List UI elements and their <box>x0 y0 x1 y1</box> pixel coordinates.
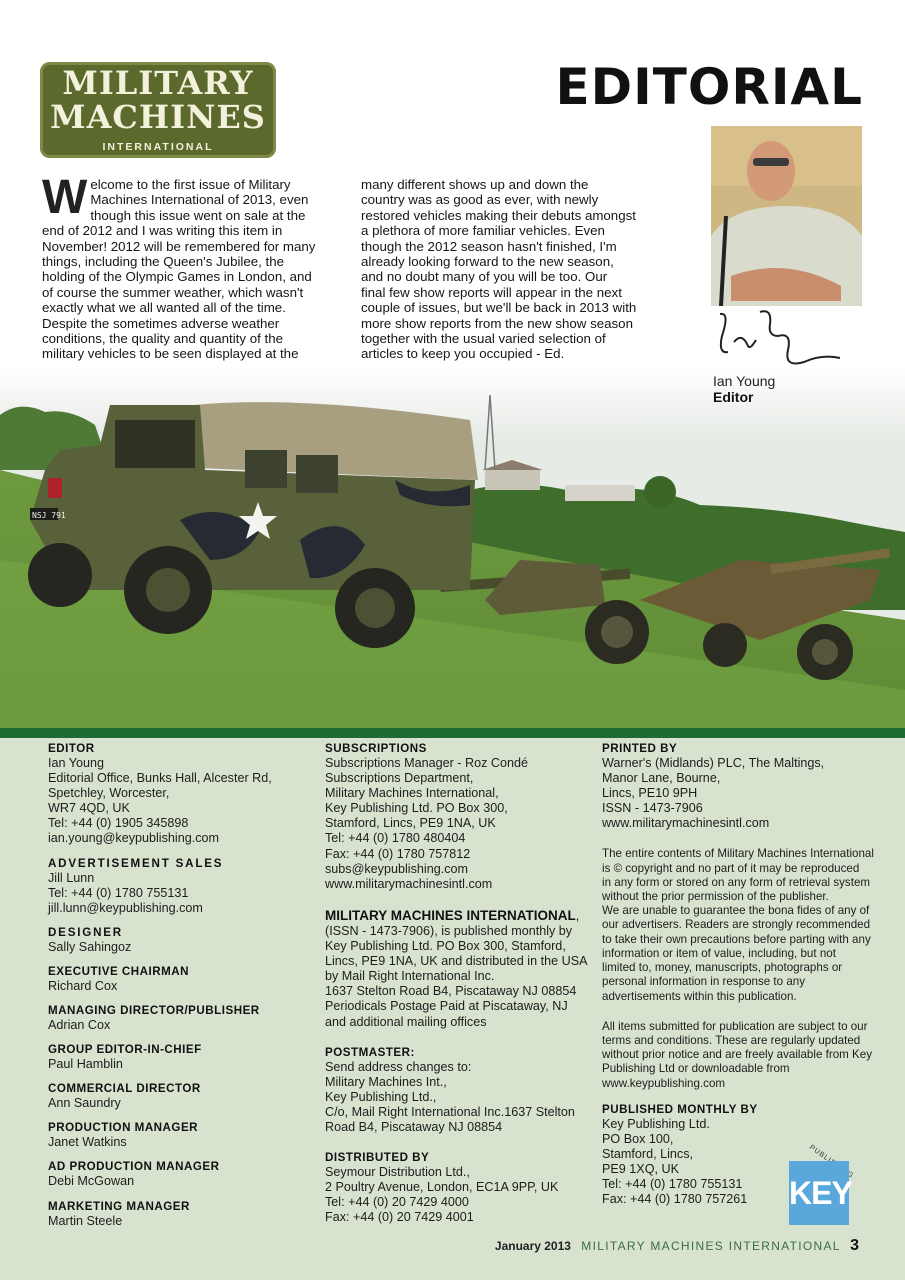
credit-line: Tel: +44 (0) 1905 345898 <box>48 816 189 831</box>
credit-line: by Mail Right International Inc. <box>325 969 495 984</box>
credits-column-1 <box>48 742 308 1239</box>
submissions-line: All items submitted for publication are subject to our <box>602 1019 868 1033</box>
credit-heading: PRINTED BY <box>602 742 678 755</box>
credit-line: Lincs, PE9 1NA, UK and distributed in the USA <box>325 954 588 969</box>
credit-line: Lincs, PE10 9PH <box>602 786 698 801</box>
copyright-line: We are unable to guarantee the bona fides of any of <box>602 904 870 918</box>
editor-portrait <box>711 126 862 306</box>
footer-date: January 2013 <box>494 1239 571 1253</box>
credit-line: Sally Sahingoz <box>48 939 132 954</box>
credit-line: Tel: +44 (0) 1780 755131 <box>602 1177 743 1192</box>
drop-cap: W <box>42 171 88 224</box>
editorial-line: many different shows up and down the <box>361 177 589 192</box>
credit-line: Fax: +44 (0) 1780 757261 <box>602 1192 748 1207</box>
credit-block-production-manager <box>48 1121 308 1150</box>
editorial-line: though the 2012 season hasn't finished, I'm <box>361 238 617 254</box>
credit-heading: ADVERTISEMENT SALES <box>48 856 224 870</box>
editorial-line: articles to keep you occupied - Ed. <box>361 346 565 362</box>
credit-line: Periodicals Postage Paid at Piscataway, NJ <box>325 999 568 1014</box>
page-title: EDITORIAL <box>555 58 863 116</box>
credit-line: Key Publishing Ltd. <box>602 1116 710 1131</box>
credit-line: Military Machines International, <box>325 786 499 801</box>
green-divider-band <box>0 728 905 738</box>
credit-line: Tel: +44 (0) 1780 755131 <box>48 885 189 900</box>
credit-line: Subscriptions Manager - Roz Condé <box>325 756 529 770</box>
credit-line: Martin Steele <box>48 1213 123 1228</box>
credit-block-group-editor <box>48 1043 308 1072</box>
subscriptions-website[interactable]: www.militarymachinesintl.com <box>325 876 493 891</box>
copyright-line: The entire contents of Military Machines International <box>602 847 874 861</box>
credit-line: Stamford, Lincs, PE9 1NA, UK <box>325 816 496 831</box>
credit-line: PE9 1XQ, UK <box>602 1162 679 1176</box>
credit-block-ad-production-manager <box>48 1160 308 1189</box>
credit-line: Debi McGowan <box>48 1174 135 1189</box>
copyright-line: our advertisers. Readers are strongly recommended <box>602 918 871 932</box>
editorial-line: of course the summer weather, which wasn't <box>42 284 304 300</box>
editorial-line: exactly what we all wanted all of the time. <box>42 300 286 316</box>
credit-heading: GROUP EDITOR-IN-CHIEF <box>48 1043 202 1057</box>
credit-block-designer <box>48 926 308 955</box>
editor-caption-role: Editor <box>713 389 754 405</box>
credit-line: Janet Watkins <box>48 1135 127 1150</box>
copyright-line: personal information in response to any <box>602 975 806 989</box>
credit-line: Ian Young <box>48 756 105 770</box>
editorial-line: things, including the Queen's Jubilee, the <box>42 254 285 270</box>
credit-heading: POSTMASTER: <box>325 1045 415 1059</box>
credit-block-subscriptions <box>325 742 585 892</box>
editorial-line: restored vehicles making their debuts amongst <box>361 207 636 223</box>
credit-block-advertisement-sales <box>48 857 308 916</box>
credit-line: Editorial Office, Bunks Hall, Alcester Rd, <box>48 771 272 786</box>
credit-heading: MANAGING DIRECTOR/PUBLISHER <box>48 1004 260 1018</box>
credit-block-commercial-director <box>48 1082 308 1111</box>
credit-block-postmaster <box>325 1046 585 1135</box>
logo-line-2: MACHINES <box>50 98 266 136</box>
credit-block-marketing-manager <box>48 1200 308 1229</box>
copyright-line: in any form or stored on any form of retrieval system <box>602 875 871 889</box>
editorial-line: elcome to the first issue of Military <box>90 177 291 192</box>
editorial-column-2 <box>361 177 666 362</box>
publication-title-comma: , <box>575 908 580 923</box>
credit-line: Richard Cox <box>48 978 118 993</box>
logo-line-1: MILITARY <box>62 64 254 102</box>
credit-line: PO Box 100, <box>602 1131 674 1146</box>
credit-line: Jill Lunn <box>48 870 95 885</box>
copyright-line: is © copyright and no part of it may be reproduced <box>602 861 860 875</box>
copyright-line: limited to, money, manuscripts, photographs or <box>602 961 843 975</box>
credit-line: ISSN - 1473-7906 <box>602 801 703 816</box>
credit-line: Ann Saundry <box>48 1096 121 1111</box>
copyright-line: to take their own precautions before parting with any <box>602 932 871 946</box>
credit-line: Send address changes to: <box>325 1059 472 1074</box>
editorial-line: Despite the sometimes adverse weather <box>42 315 280 331</box>
credit-heading: MARKETING MANAGER <box>48 1199 190 1213</box>
credit-heading: EXECUTIVE CHAIRMAN <box>48 964 190 978</box>
key-publishing-logo: KEY <box>789 1161 849 1225</box>
credit-line: and additional mailing offices <box>325 1014 487 1029</box>
editorial-line: country was as good as ever, with newly <box>361 192 599 208</box>
credit-block-managing-director <box>48 1004 308 1033</box>
editorial-column-1 <box>42 171 342 362</box>
magazine-logo <box>40 62 276 158</box>
page-footer <box>495 1237 859 1255</box>
page-number: 3 <box>850 1237 859 1254</box>
credit-line: Adrian Cox <box>48 1018 111 1033</box>
editorial-line: already looking forward to the new season, <box>361 254 614 270</box>
editorial-line: November! 2012 will be remembered for many <box>42 238 316 254</box>
copyright-line: information or item of value, including, but not <box>602 946 836 960</box>
submissions-line: Publishing Ltd or downloadable from <box>602 1062 790 1076</box>
credit-line: (ISSN - 1473-7906), is published monthly by <box>325 923 573 938</box>
submissions-line: without prior notice and are freely available from Key <box>602 1048 873 1062</box>
credit-block-printed-by <box>602 742 864 831</box>
credit-block-publication-statement <box>325 907 588 1030</box>
credit-line: Subscriptions Department, <box>325 771 474 786</box>
credit-line: 2 Poultry Avenue, London, EC1A 9PP, UK <box>325 1180 559 1195</box>
submissions-notice <box>602 1019 873 1091</box>
credit-line: WR7 4QD, UK <box>48 801 130 816</box>
editor-email[interactable]: ian.young@keypublishing.com <box>48 831 220 846</box>
credits-column-3 <box>602 742 874 1217</box>
editorial-line: together with the usual varied selection of <box>361 331 606 347</box>
credit-block-editor <box>48 742 308 847</box>
editorial-line: though this issue went on sale at the <box>90 207 306 223</box>
credit-heading: DESIGNER <box>48 925 123 939</box>
editorial-line: military vehicles to be seen displayed at the <box>42 346 299 362</box>
credit-line: Tel: +44 (0) 20 7429 4000 <box>325 1195 469 1210</box>
editorial-line: a plethora of more familiar vehicles. Even <box>361 223 605 239</box>
credit-heading: PUBLISHED MONTHLY BY <box>602 1102 758 1116</box>
credit-line: Military Machines Int., <box>325 1074 447 1089</box>
credit-heading: DISTRIBUTED BY <box>325 1151 430 1165</box>
submissions-line: terms and conditions. These are regularly updated <box>602 1033 861 1047</box>
credits-column-2 <box>325 742 588 1235</box>
credit-line: Paul Hamblin <box>48 1057 123 1072</box>
copyright-line: without the prior permission of the publisher. <box>602 890 829 904</box>
editorial-line: more show reports from the new show season <box>361 315 633 331</box>
credit-line: Seymour Distribution Ltd., <box>325 1165 470 1180</box>
credit-line: Tel: +44 (0) 1780 480404 <box>325 831 466 846</box>
credit-heading: EDITOR <box>48 742 95 755</box>
credit-line: Manor Lane, Bourne, <box>602 771 721 786</box>
ad-sales-email[interactable]: jill.lunn@keypublishing.com <box>48 900 203 915</box>
copyright-line: advertisements within this publication. <box>602 989 797 1003</box>
credit-line: Fax: +44 (0) 20 7429 4001 <box>325 1210 474 1225</box>
editorial-line: Machines International of 2013, even <box>90 192 309 208</box>
registration-plate: NSJ 791 <box>32 511 66 520</box>
credit-line: Fax: +44 (0) 1780 757812 <box>325 846 471 861</box>
credit-line: Road B4, Piscataway NJ 08854 <box>325 1119 503 1134</box>
credit-line: Key Publishing Ltd., <box>325 1089 437 1104</box>
printer-website[interactable]: www.militarymachinesintl.com <box>602 816 770 831</box>
credits-panel <box>0 738 905 1280</box>
credit-line: Key Publishing Ltd. PO Box 300, Stamford, <box>325 939 566 954</box>
credit-line: C/o, Mail Right International Inc.1637 Stelton <box>325 1104 575 1119</box>
editorial-line: and no doubt many of you will be too. Our <box>361 269 608 285</box>
editorial-line: end of 2012 and I was writing this item in <box>42 223 283 239</box>
editorial-line: conditions, the quality and quantity of the <box>42 331 283 347</box>
logo-line-3: INTERNATIONAL <box>102 141 214 153</box>
credit-heading: COMMERCIAL DIRECTOR <box>48 1082 201 1096</box>
credit-heading: SUBSCRIPTIONS <box>325 742 427 755</box>
editorial-line: holding of the Olympic Games in London, and <box>42 269 312 285</box>
editorial-line: couple of issues, but we'll be back in 2013 with <box>361 300 637 316</box>
editor-caption-name: Ian Young <box>713 373 776 389</box>
footer-magazine-name: MILITARY MACHINES INTERNATIONAL <box>581 1239 841 1253</box>
credit-block-executive-chairman <box>48 965 308 994</box>
publication-title: MILITARY MACHINES INTERNATIONAL <box>325 907 576 923</box>
keypublishing-website[interactable]: www.keypublishing.com <box>602 1076 726 1090</box>
credit-line: 1637 Stelton Road B4, Piscataway NJ 08854 <box>325 984 577 999</box>
credit-block-distributed-by <box>325 1151 585 1225</box>
editorial-line: final few show reports will appear in the next <box>361 284 622 300</box>
copyright-notice <box>602 847 874 1003</box>
credit-line: Spetchley, Worcester, <box>48 786 170 801</box>
credit-line: Key Publishing Ltd. PO Box 300, <box>325 801 508 816</box>
credit-heading: PRODUCTION MANAGER <box>48 1121 199 1135</box>
subscriptions-email[interactable]: subs@keypublishing.com <box>325 861 468 876</box>
credit-line: Warner's (Midlands) PLC, The Maltings, <box>602 756 825 770</box>
credit-heading: AD PRODUCTION MANAGER <box>48 1160 220 1174</box>
credit-line: Stamford, Lincs, <box>602 1146 693 1161</box>
editor-signature <box>712 306 852 370</box>
